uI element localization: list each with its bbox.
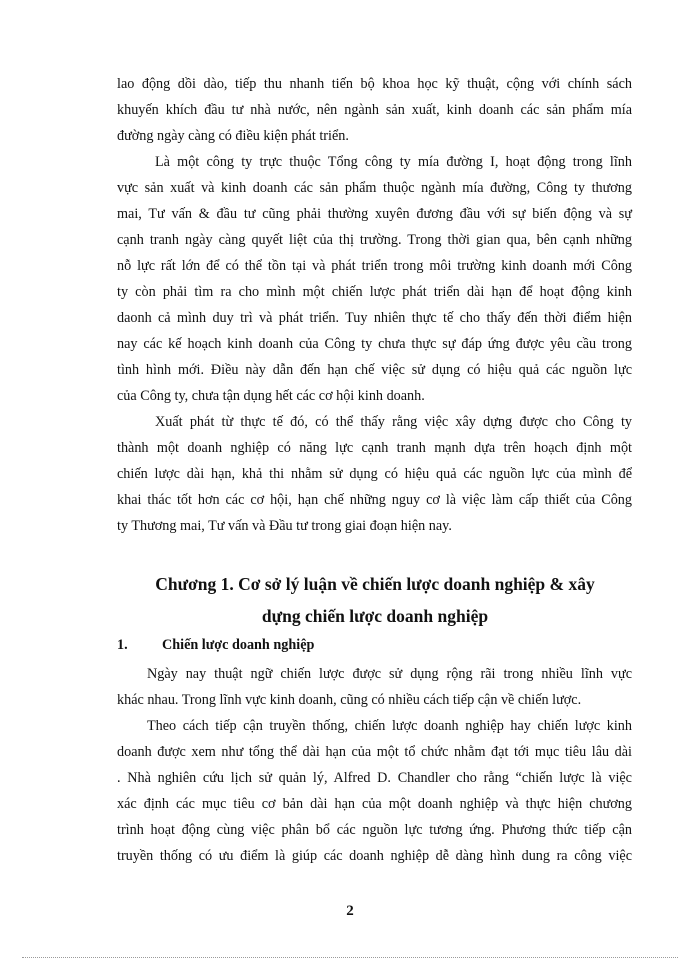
text-line: . Nhà nghiên cứu lịch sử quản lý, Alfred D. Chandler cho rằng “chiến lược là việc xyxy=(117,770,632,786)
text-line: cạnh tranh ngày càng quyết liệt của thị trường. Trong thời gian qua, bên cạnh những xyxy=(117,232,632,248)
text-line: khuyến khích đầu tư nhà nước, nên ngành sản xuất, kinh doanh các sản phẩm mía xyxy=(117,102,632,118)
chapter-heading-line-2: dựng chiến lược doanh nghiệp xyxy=(261,606,489,626)
text-line: lao động dồi dào, tiếp thu nhanh tiến bộ khoa học kỹ thuật, cộng với chính sách xyxy=(117,76,632,92)
footer-divider xyxy=(22,957,678,958)
text-line: truyền thống có ưu điểm là giúp các doanh nghiệp dễ dàng hình dung ra công việc xyxy=(117,848,632,864)
text-line: vực sản xuất và kinh doanh các sản phẩm thuộc ngành mía đường, Công ty thương xyxy=(117,180,632,196)
text-line: Ngày nay thuật ngữ chiến lược được sử dụng rộng rãi trong nhiều lĩnh vực xyxy=(147,666,632,682)
text-line: daonh cả mình duy trì và phát triển. Tuy nhiên thực tế cho thấy đến thời điểm hiện xyxy=(117,310,632,326)
text-line: khác nhau. Trong lĩnh vực kinh doanh, cũng có nhiều cách tiếp cận về chiến lược. xyxy=(117,692,582,708)
text-line: đường ngày càng có điều kiện phát triển. xyxy=(117,128,349,144)
text-line: ty còn phải tìm ra cho mình một chiến lược phát triển dài hạn để hoạt động kinh xyxy=(117,284,632,300)
text-line: xác định các mục tiêu cơ bản dài hạn của một doanh nghiệp và thực hiện chương xyxy=(117,796,632,812)
page-number: 2 xyxy=(346,903,354,919)
section-number: 1. xyxy=(117,637,128,653)
text-line: tình hình mới. Điều này dẫn đến hạn chế việc sử dụng có hiệu quả các nguồn lực xyxy=(117,362,632,378)
text-line: Là một công ty trực thuộc Tổng công ty mía đường I, hoạt động trong lĩnh xyxy=(155,154,632,170)
text-line: Xuất phát từ thực tế đó, có thể thấy rằng việc xây dựng được cho Công ty xyxy=(155,414,632,430)
text-line: thành một doanh nghiệp có năng lực cạnh tranh mạnh dựa trên hoạch định một xyxy=(117,440,632,456)
text-line: của Công ty, chưa tận dụng hết các cơ hội kinh doanh. xyxy=(117,388,425,404)
text-line: doanh được xem như tổng thể dài hạn của một tổ chức nhằm đạt tới mục tiêu lâu dài xyxy=(117,744,632,760)
section-heading xyxy=(117,635,314,655)
text-line: nay các kế hoạch kinh doanh của Công ty chưa thực sự đáp ứng được yêu cầu trong xyxy=(117,336,632,352)
chapter-heading-line-1: Chương 1. Cơ sở lý luận về chiến lược doanh nghiệp & xây xyxy=(155,574,595,594)
text-line: ty Thương mai, Tư vấn và Đầu tư trong giai đoạn hiện nay. xyxy=(117,518,452,534)
text-line: nỗ lực rất lớn để có thể tồn tại và phát triển trong môi trường kinh doanh mới Công xyxy=(117,258,632,274)
text-line: mai, Tư vấn & đầu tư cũng phải thường xuyên đương đầu với sự biến động và sự xyxy=(117,206,632,222)
text-line: chiến lược dài hạn, khả thi nhằm sử dụng có hiệu quả các nguồn lực của mình để xyxy=(117,466,632,482)
text-line: trình hoạt động cùng việc phân bổ các nguồn lực tương ứng. Phương thức tiếp cận xyxy=(117,822,632,838)
text-line: Theo cách tiếp cận truyền thống, chiến lược doanh nghiệp hay chiến lược kinh xyxy=(147,718,632,734)
text-line: khai thác tốt hơn các cơ hội, hạn chế những nguy cơ là việc làm cấp thiết của Công xyxy=(117,492,632,508)
section-title: Chiến lược doanh nghiệp xyxy=(162,637,315,653)
